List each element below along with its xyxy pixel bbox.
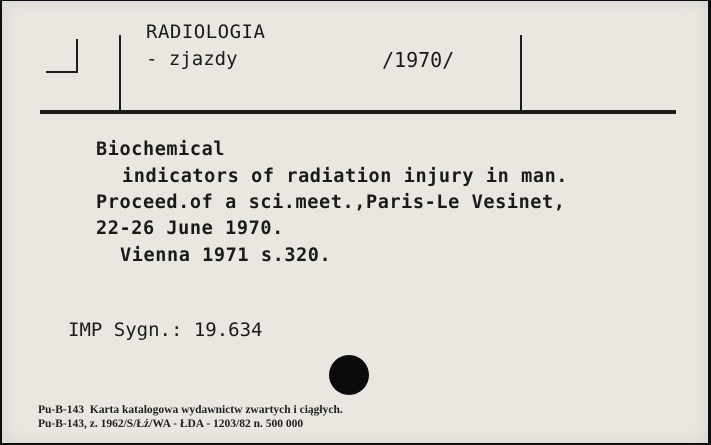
call-number: IMP Sygn.: 19.634: [68, 319, 263, 341]
subject-year: /1970/: [382, 48, 455, 72]
punch-hole: [329, 355, 369, 395]
header-divider-left: [119, 35, 121, 111]
entry-line-1: Biochemical: [96, 139, 226, 160]
header-divider-right: [520, 35, 522, 111]
entry-line-3: Proceed.of a sci.meet.,Paris-Le Vesinet,: [96, 192, 566, 213]
header-rule: [40, 110, 676, 114]
catalog-card: [2, 1, 708, 443]
printer-line-2: Pu-B-143, z. 1962/S/Łź/WA - ŁDA - 1203/82 n. 500 000: [38, 418, 304, 430]
entry-line-5: Vienna 1971 s.320.: [120, 245, 332, 266]
entry-line-2: indicators of radiation injury in man.: [122, 166, 569, 187]
subject-heading: RADIOLOGIA: [146, 21, 266, 43]
printer-line-1: Pu-B-143 Karta katalogowa wydawnictw zwartych i ciągłych.: [38, 404, 343, 416]
corner-mark-vertical: [76, 39, 78, 73]
entry-line-4: 22-26 June 1970.: [96, 218, 284, 239]
subject-subheading: - zjazdy: [146, 48, 238, 70]
corner-mark-horizontal: [46, 71, 78, 73]
